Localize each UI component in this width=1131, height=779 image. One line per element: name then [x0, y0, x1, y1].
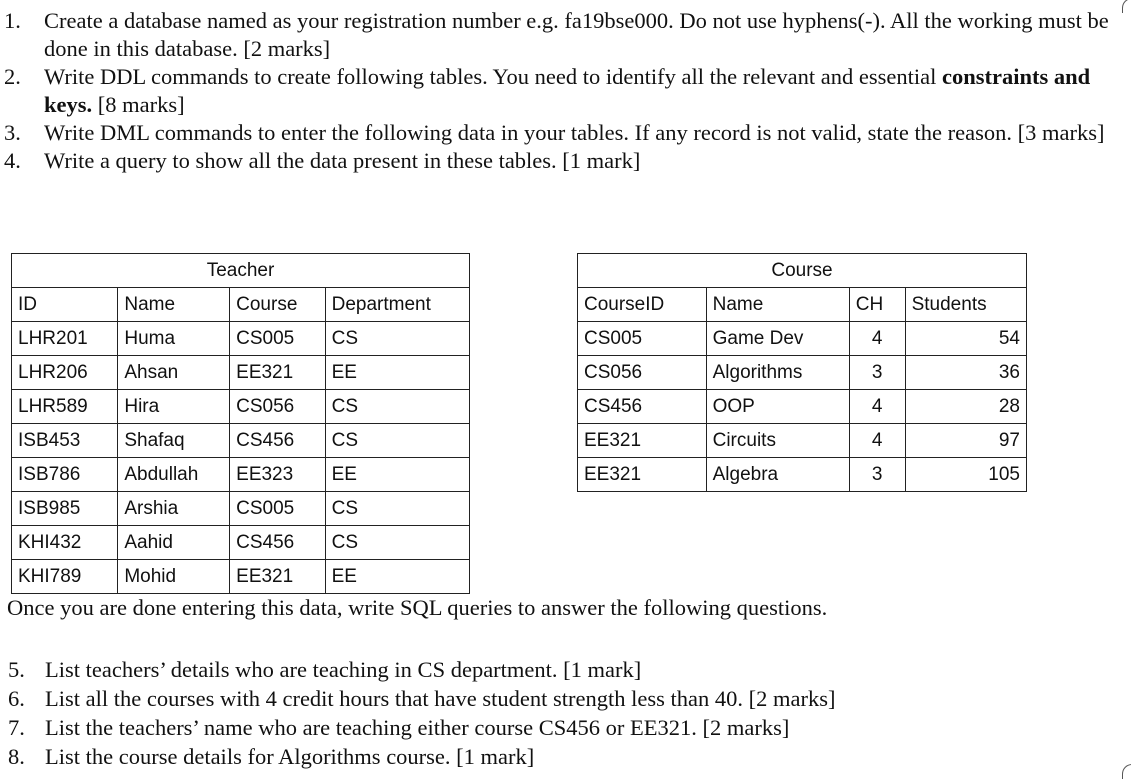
- table-cell: Aahid: [118, 526, 230, 560]
- table-cell: CS056: [578, 356, 707, 390]
- question-number: 2.: [4, 64, 21, 89]
- table-cell: Circuits: [706, 424, 849, 458]
- page-corner-mark-top: [1122, 0, 1131, 13]
- table-cell: KHI432: [12, 526, 118, 560]
- table-cell: CS: [325, 526, 469, 560]
- question-text: [8 marks]: [92, 92, 185, 117]
- question-item: [0, 713, 1125, 742]
- table-cell: 4: [849, 322, 905, 356]
- course-table-column-header: CH: [849, 288, 905, 322]
- table-row: [12, 424, 470, 458]
- course-table-column-header: Students: [905, 288, 1026, 322]
- table-cell: CS456: [578, 390, 707, 424]
- course-table-body: [578, 322, 1027, 492]
- table-row: [12, 560, 470, 594]
- question-item: [0, 63, 1125, 119]
- question-text: List all the courses with 4 credit hours that have student strength less than 40. [2 marks]: [45, 686, 836, 711]
- table-cell: CS: [325, 390, 469, 424]
- table-row: [578, 458, 1027, 492]
- teacher-table-column-header: Name: [118, 288, 230, 322]
- question-number: 5.: [8, 657, 25, 682]
- questions-list-bottom: [0, 655, 1125, 771]
- teacher-table-title: Teacher: [12, 254, 470, 288]
- table-cell: CS456: [230, 526, 325, 560]
- question-item: [0, 119, 1125, 147]
- question-item: [0, 684, 1125, 713]
- table-cell: Algorithms: [706, 356, 849, 390]
- table-row: [578, 322, 1027, 356]
- table-cell: Arshia: [118, 492, 230, 526]
- table-cell: 97: [905, 424, 1026, 458]
- course-table-column-header: CourseID: [578, 288, 707, 322]
- table-cell: EE321: [578, 458, 707, 492]
- table-cell: ISB985: [12, 492, 118, 526]
- table-cell: EE: [325, 560, 469, 594]
- table-row: [12, 322, 470, 356]
- teacher-table-title-row: [12, 254, 470, 288]
- table-cell: Shafaq: [118, 424, 230, 458]
- table-cell: EE323: [230, 458, 325, 492]
- question-number: 6.: [8, 686, 25, 711]
- table-cell: LHR206: [12, 356, 118, 390]
- question-item: [0, 147, 1125, 175]
- course-table-header-row: [578, 288, 1027, 322]
- teacher-table: [11, 253, 470, 594]
- table-cell: EE: [325, 458, 469, 492]
- table-cell: LHR589: [12, 390, 118, 424]
- teacher-table-body: [12, 322, 470, 594]
- table-row: [12, 390, 470, 424]
- teacher-table-column-header: Course: [230, 288, 325, 322]
- question-number: 3.: [4, 120, 21, 145]
- table-cell: LHR201: [12, 322, 118, 356]
- question-item: [0, 655, 1125, 684]
- table-row: [578, 356, 1027, 390]
- question-number: 7.: [8, 715, 25, 740]
- table-cell: KHI789: [12, 560, 118, 594]
- course-table-title-row: [578, 254, 1027, 288]
- question-text: List the course details for Algorithms course. [1 mark]: [45, 744, 535, 769]
- question-item: [0, 742, 1125, 771]
- teacher-table-column-header: ID: [12, 288, 118, 322]
- table-cell: CS005: [230, 492, 325, 526]
- table-row: [12, 492, 470, 526]
- table-cell: 4: [849, 424, 905, 458]
- transition-text: Once you are done entering this data, write SQL queries to answer the following questions.: [7, 595, 828, 620]
- table-cell: CS: [325, 424, 469, 458]
- table-row: [578, 424, 1027, 458]
- question-text: List the teachers’ name who are teaching either course CS456 or EE321. [2 marks]: [45, 715, 790, 740]
- course-table-column-header: Name: [706, 288, 849, 322]
- table-row: [12, 458, 470, 492]
- table-cell: 3: [849, 458, 905, 492]
- table-cell: 3: [849, 356, 905, 390]
- course-table-title: Course: [578, 254, 1027, 288]
- question-number: 8.: [8, 744, 25, 769]
- table-cell: Hira: [118, 390, 230, 424]
- table-row: [12, 526, 470, 560]
- table-cell: ISB453: [12, 424, 118, 458]
- table-cell: ISB786: [12, 458, 118, 492]
- question-text: List teachers’ details who are teaching in CS department. [1 mark]: [45, 657, 642, 682]
- table-cell: OOP: [706, 390, 849, 424]
- question-number: 4.: [4, 148, 21, 173]
- questions-list-top: [0, 7, 1125, 175]
- table-row: [578, 390, 1027, 424]
- table-cell: Game Dev: [706, 322, 849, 356]
- table-cell: CS005: [230, 322, 325, 356]
- table-cell: 28: [905, 390, 1026, 424]
- table-cell: 4: [849, 390, 905, 424]
- table-cell: CS456: [230, 424, 325, 458]
- table-cell: EE321: [230, 356, 325, 390]
- table-cell: CS056: [230, 390, 325, 424]
- table-cell: CS: [325, 322, 469, 356]
- table-cell: CS: [325, 492, 469, 526]
- table-row: [12, 356, 470, 390]
- table-cell: 36: [905, 356, 1026, 390]
- table-cell: EE321: [230, 560, 325, 594]
- table-cell: 54: [905, 322, 1026, 356]
- question-text: Write DML commands to enter the following data in your tables. If any record is not valid, state the reason. [3 marks]: [44, 120, 1105, 145]
- table-cell: Algebra: [706, 458, 849, 492]
- table-cell: 105: [905, 458, 1026, 492]
- question-number: 1.: [4, 8, 21, 33]
- question-text-bold: constraints and keys.: [44, 64, 1091, 117]
- teacher-table-header-row: [12, 288, 470, 322]
- table-cell: EE321: [578, 424, 707, 458]
- question-text: Create a database named as your registration number e.g. fa19bse000. Do not use hyphens(-). All the working must be done in this database. [2 marks]: [44, 8, 1109, 61]
- question-item: [0, 7, 1125, 63]
- table-cell: Abdullah: [118, 458, 230, 492]
- table-cell: Huma: [118, 322, 230, 356]
- table-cell: Ahsan: [118, 356, 230, 390]
- course-table: [577, 253, 1027, 492]
- question-text: Write a query to show all the data present in these tables. [1 mark]: [44, 148, 641, 173]
- table-cell: Mohid: [118, 560, 230, 594]
- table-cell: CS005: [578, 322, 707, 356]
- question-text: Write DDL commands to create following tables. You need to identify all the relevant and essential: [44, 64, 943, 89]
- table-cell: EE: [325, 356, 469, 390]
- teacher-table-column-header: Department: [325, 288, 469, 322]
